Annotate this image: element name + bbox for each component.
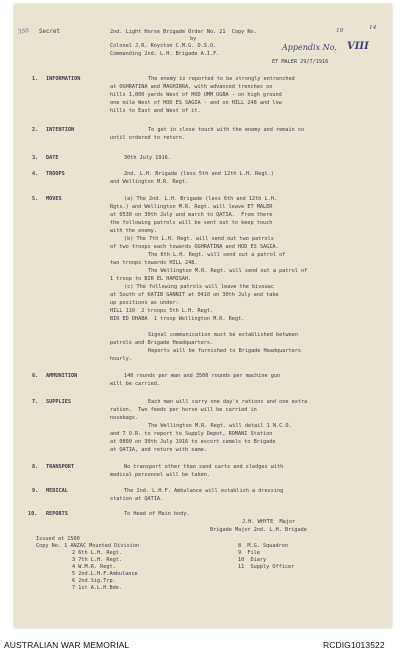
section-number: 4. [32,171,39,177]
text-line: nosebags. [110,415,139,421]
distribution-item: Copy No. 1 ANZAC Mounted Division [36,543,140,549]
issuer-name: Colonel J.R. Royston C.M.G. D.S.O. [110,43,217,49]
text-line: at South of KATIB GANNIT at 0410 on 30th July and take [110,292,279,298]
distribution-item: 6 2nd.Sig.Trp. [72,578,116,584]
text-line: The 2nd. L.H.F. Ambulance will establish a dressing [124,488,284,494]
text-line: with the enemy. [110,228,157,234]
section-heading: MOVES [46,196,62,202]
section-heading: AMMUNITION [46,373,78,379]
text-line: Each man will carry one day's rations and one extra [148,399,308,405]
section-number: 6. [32,373,39,379]
secret-label: Secret [39,29,60,35]
text-line: up positions as under: [110,300,179,306]
text-line: will be carried. [110,381,160,387]
page-number: 14 [369,25,377,31]
text-line: medical personnel will be taken. [110,472,210,478]
distribution-item: 9 File [238,550,260,556]
appendix-number: VIII [347,41,369,52]
section-heading: DATE [46,155,59,161]
section-heading: TROOPS [46,171,65,177]
text-line: hourly. [110,356,132,362]
text-line: BIR ED DHABA 1 troop Wellington M.R. Regt. [110,316,245,322]
archive-name: AUSTRALIAN WAR MEMORIAL [4,640,130,650]
text-line: To get in close touch with the enemy and remain so [148,127,305,133]
text-line: Rgts.) and Wellington M.R. Regt. will leave ET MALER [110,204,273,210]
text-line: two troops towards HILL 248. [110,260,198,266]
place-date: ET MALER 29/7/1916 [272,59,329,65]
text-line: station at QATIA. [110,496,164,502]
distribution-item: 4 W.M.R. Regt. [72,564,116,570]
section-number: 9. [32,488,39,494]
text-line: at 0800 on 30th July 1916 to escort camels to Brigade [110,439,276,445]
distribution-item: 11 Supply Officer [238,564,295,570]
text-line: (c) The following patrols will leave the bivouac [124,284,274,290]
text-line: hills 1,000 yards West of HOD UMM UGBA - on high ground [110,92,282,98]
text-line: HILL 110 2 troops 5th L.H. Regt. [110,308,214,314]
text-line: at OGHRATINA and MAGHIRRA, with advanced trenches on [110,84,273,90]
distribution-item: 3 7th L.H. Regt. [72,557,122,563]
distribution-item: 8 M.G. Squadron [238,543,288,549]
section-heading: MEDICAL [46,488,68,494]
signature-name: J.H. WHYTE Major [242,519,296,525]
section-heading: INFORMATION [46,76,81,82]
section-heading: REPORTS [46,511,68,517]
text-line: 140 rounds per man and 3500 rounds per machine gun [124,373,281,379]
copy-number: 10 [336,28,344,34]
text-line: at QATIA, and return with same. [110,447,207,453]
signature-title: Brigade Major 2nd. L.H. Brigade [210,527,307,533]
text-line: (b) The 7th L.H. Regt. will send out two patrols [124,236,274,242]
page-mark: 350 [17,28,30,36]
text-line: of two troops each towards OGHRATINA and HOD ES SAGIA. [110,244,279,250]
text-line: until ordered to return. [110,135,185,141]
section-number: 7. [32,399,39,405]
text-line: and 7 O.R. to report to Supply Depot, ROMANI Station [110,431,273,437]
record-id: RCDIG1013522 [323,640,385,650]
issued-at: Issued at 1500 [36,536,80,542]
text-line: hills to East and West of it. [110,108,201,114]
section-heading: SUPPLIES [46,399,71,405]
text-line: No transport other than sand carts and sledges with [124,464,284,470]
text-line: To Head of Main body. [124,511,190,517]
text-line: 2nd. L.H. Brigade (less 5th and 12th L.H. Regt.) [124,171,274,177]
text-line: (a) The 2nd. L.H. Brigade (less 6th and 12th L.H. [124,196,278,202]
order-title: 2nd. Light Horse Brigade Order No. 21 Copy No. [110,29,257,35]
appendix-label: Appendix No. [282,43,337,52]
text-line: The Wellington M.R. Regt. will send out a patrol of [148,268,308,274]
section-number: 5. [32,196,39,202]
section-number: 1. [32,76,39,82]
distribution-item: 5 2nd.L.H.F.Ambulance [72,571,138,577]
section-heading: TRANSPORT [46,464,75,470]
by-label: by [190,36,197,42]
archive-footer [0,633,405,654]
text-line: the following patrols will be sent out to keep touch [110,220,273,226]
text-line: Signal communication must be established between [148,332,298,338]
text-line: 1 troop to BIR EL HAMISAH. [110,276,192,282]
text-line: The 6th L.H. Regt. will send out a patrol of [148,252,286,258]
section-number: 8. [32,464,39,470]
issuer-command: Commanding 2nd. L.H. Brigade A.I.F. [110,51,220,57]
distribution-item: 10 Diary [238,557,267,563]
distribution-item: 2 6th L.H. Regt. [72,550,122,556]
text-line: one mile West of HOD ES SAGIA - and on HILL 248 and low [110,100,282,106]
text-line: The Wellington M.R. Regt. will detail 1 N.C.O. [148,423,292,429]
text-line: at 0530 on 30th July and march to QATIA. From there [110,212,273,218]
text-line: and Wellington M.R. Regt. [110,179,189,185]
document-page [14,4,392,628]
text-line: Reports will be furnished to Brigade Headquarters [148,348,302,354]
text-line: patrols and Brigade Headquarters. [110,340,214,346]
text-line: 30th July 1916. [124,155,171,161]
text-line: The enemy is reported to be strongly entrenched [148,76,295,82]
section-heading: INTENTION [46,127,75,133]
section-number: 10. [28,511,38,517]
section-number: 2. [32,127,39,133]
section-number: 3. [32,155,39,161]
text-line: ration. Two feeds per horse will be carried in [110,407,257,413]
distribution-item: 7 1st A.L.H.Bde. [72,585,122,591]
